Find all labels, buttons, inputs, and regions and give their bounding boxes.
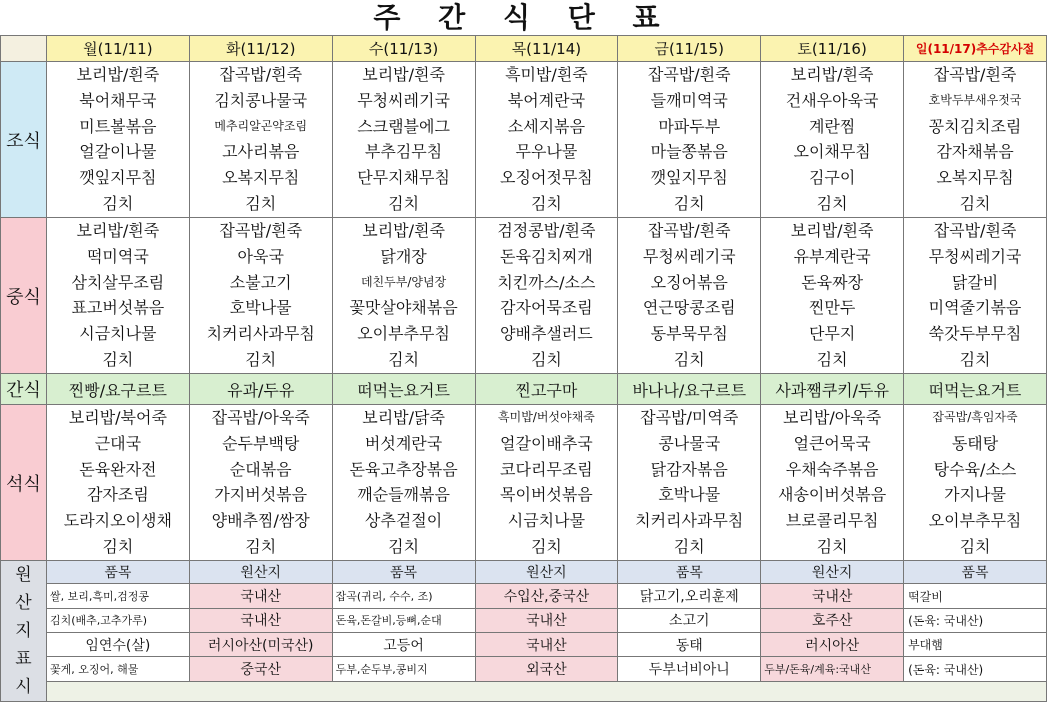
breakfast-day-cell [189, 62, 332, 218]
dish-item: 깨순들깨볶음 [357, 485, 450, 505]
dish-item: 김치 [959, 193, 991, 213]
lunch-day-cell [475, 218, 618, 374]
dish-item: 순두부백탕 [222, 433, 300, 453]
dish-item: 잡곡밥/미역죽 [640, 408, 739, 427]
dish-item: 잡곡밥/흰죽 [647, 221, 731, 240]
dish-item: 소불고기 [229, 272, 292, 292]
origin-country: 국내산 [475, 633, 618, 657]
origin-item: 꽃게, 오징어, 해물 [46, 657, 189, 681]
dish-item: 감자어묵조림 [500, 298, 593, 318]
dish-item: 브로콜리무침 [785, 511, 879, 531]
breakfast-day-cell [618, 62, 761, 218]
dish-item: 들깨미역국 [650, 90, 728, 110]
dish-item: 아욱국 [237, 246, 284, 266]
breakfast-label: 조식 [1, 62, 47, 218]
origin-country: 국내산 [475, 608, 618, 632]
dish-item: 코다리무조림 [500, 459, 593, 479]
origin-item: 동태 [618, 633, 761, 657]
dish-item: 목이버섯볶음 [500, 485, 593, 505]
snack-label: 간식 [1, 374, 47, 405]
lunch-day-cell [618, 218, 761, 374]
dish-item: 김치콩나물국 [214, 90, 308, 110]
dish-item: 양배추찜/쌈장 [211, 511, 310, 531]
dish-item: 김치 [530, 193, 562, 213]
dish-item: 무청씨레기국 [928, 246, 1022, 266]
dish-item: 건새우아욱국 [785, 90, 879, 110]
dish-item: 단무지채무침 [357, 168, 450, 188]
dish-item: 닭개장 [380, 246, 427, 266]
dish-item: 무청씨레기국 [357, 90, 450, 110]
dish-item: 보리밥/흰죽 [76, 221, 160, 240]
origin-country: 러시아산 [761, 633, 904, 657]
dinner-day-cell [761, 405, 904, 561]
lunch-row [1, 218, 1047, 374]
dish-item: 김치 [388, 193, 420, 213]
dish-item: 잡곡밥/흰죽 [219, 221, 303, 240]
dish-item: 김치 [673, 349, 705, 369]
dish-item: 김치 [816, 193, 848, 213]
dish-item: 찐만두 [808, 298, 856, 318]
dish-item: 데친두부/양념장 [360, 274, 447, 289]
dish-item: 잡곡밥/흰죽 [219, 65, 303, 84]
dish-item: 얼갈이나물 [79, 142, 157, 162]
dinner-row [1, 405, 1047, 561]
dish-item: 보리밥/북어죽 [68, 408, 167, 427]
snack-cell: 사과쨈쿠키/두유 [761, 374, 904, 405]
dish-item: 스크램블에그 [357, 116, 450, 136]
day-header-thu: 목(11/14) [475, 36, 618, 62]
lunch-day-cell [761, 218, 904, 374]
dish-item: 가지버섯볶음 [214, 485, 308, 505]
origin-header: 원산지 [475, 561, 618, 584]
lunch-label: 중식 [1, 218, 47, 374]
breakfast-day-cell [332, 62, 475, 218]
dish-item: 버섯계란국 [364, 433, 443, 453]
dish-item: 감자채볶음 [936, 142, 1014, 162]
dish-item: 상추겉절이 [364, 511, 443, 531]
day-header-wed: 수(11/13) [332, 36, 475, 62]
origin-header: 품목 [618, 561, 761, 584]
dinner-day-cell [46, 405, 189, 561]
dish-item: 흑미밥/버섯야채죽 [498, 410, 595, 424]
origin-header: 품목 [46, 561, 189, 584]
dish-item: 잡곡밥/흑임자죽 [932, 410, 1018, 424]
dish-item: 김구이 [808, 168, 856, 188]
origin-header: 원산지 [189, 561, 332, 584]
dish-item: 연근땅콩조림 [642, 298, 736, 318]
snack-cell: 떠먹는요거트 [904, 374, 1047, 405]
dish-item: 닭감자볶음 [650, 459, 728, 479]
lunch-day-cell [189, 218, 332, 374]
origin-item: 부대햄 [904, 633, 1047, 657]
origin-item: 닭고기,오리훈제 [618, 584, 761, 608]
dish-item: 감자조림 [86, 485, 149, 505]
dish-item: 김치 [245, 193, 277, 213]
dish-item: 보리밥/흰죽 [790, 65, 874, 84]
dish-item: 호박두부새우젓국 [928, 92, 1022, 107]
dish-item: 잡곡밥/흰죽 [933, 65, 1017, 84]
menu-table [0, 35, 1047, 702]
origin-row [1, 633, 1047, 657]
dish-item: 양배추샐러드 [500, 324, 593, 344]
origin-item: 임연수(살) [46, 633, 189, 657]
dish-item: 동부묵무침 [650, 324, 728, 344]
dish-item: 김치 [816, 536, 848, 556]
lunch-day-cell [46, 218, 189, 374]
dish-item: 고사리볶음 [222, 142, 300, 162]
dish-item: 근대국 [94, 433, 142, 453]
dish-item: 검정콩밥/흰죽 [497, 221, 596, 240]
day-header-sun: 일(11/17)추수감사절 [904, 36, 1047, 62]
origin-country: 러시아산(미국산) [189, 633, 332, 657]
dish-item: 미트볼볶음 [79, 116, 157, 136]
dish-item: 김치 [388, 536, 420, 556]
dish-item: 보리밥/흰죽 [76, 65, 160, 84]
origin-country: 국내산 [189, 608, 332, 632]
dish-item: 탕수육/소스 [933, 459, 1017, 479]
origin-item: 잡곡(귀리, 수수, 조) [332, 584, 475, 608]
origin-header-row [1, 561, 1047, 584]
dish-item: 무우나물 [515, 142, 578, 162]
origin-header: 품목 [904, 561, 1047, 584]
lunch-day-cell [904, 218, 1047, 374]
dish-item: 부추김무침 [364, 142, 443, 162]
origin-item: 고등어 [332, 633, 475, 657]
origin-item: 김치(배추,고추가루) [46, 608, 189, 632]
dish-item: 돈육김치찌개 [500, 246, 593, 266]
dish-item: 김치 [959, 536, 991, 556]
day-header-sat: 토(11/16) [761, 36, 904, 62]
dinner-label: 석식 [1, 405, 47, 561]
dish-item: 김치 [102, 536, 134, 556]
breakfast-row [1, 62, 1047, 218]
dish-item: 오이부추무침 [928, 511, 1022, 531]
dish-item: 호박나물 [229, 298, 292, 318]
origin-row [1, 584, 1047, 608]
snack-cell: 떠먹는요거트 [332, 374, 475, 405]
dinner-day-cell [475, 405, 618, 561]
dinner-day-cell [904, 405, 1047, 561]
breakfast-day-cell [761, 62, 904, 218]
dish-item: 흑미밥/흰죽 [505, 65, 588, 84]
origin-header: 원산지 [761, 561, 904, 584]
dish-item: 김치 [388, 349, 420, 369]
snack-cell: 바나나/요구르트 [618, 374, 761, 405]
dish-item: 돈육완자전 [79, 459, 157, 479]
origin-country: 수입산,중국산 [475, 584, 618, 608]
dish-item: 오복지무침 [222, 168, 300, 188]
dish-item: 김치 [673, 193, 705, 213]
dish-item: 단무지 [808, 324, 856, 344]
dinner-day-cell [332, 405, 475, 561]
dish-item: 보리밥/흰죽 [362, 221, 445, 240]
day-header-tue: 화(11/12) [189, 36, 332, 62]
dish-item: 보리밥/흰죽 [790, 221, 874, 240]
dish-item: 소세지볶음 [507, 116, 586, 136]
origin-country: 외국산 [475, 657, 618, 681]
dish-item: 북어채무국 [79, 90, 157, 110]
origin-footer [46, 681, 1046, 701]
dish-item: 김치 [102, 193, 134, 213]
origin-item: 돈육,돈갈비,등뼈,순대 [332, 608, 475, 632]
origin-item: 두부너비아니 [618, 657, 761, 681]
origin-item: 소고기 [618, 608, 761, 632]
dish-item: 메추리알곤약조림 [214, 118, 308, 133]
dish-item: 김치 [959, 349, 991, 369]
origin-country: 호주산 [761, 608, 904, 632]
origin-country: 두부/돈육/계육:국내산 [761, 657, 904, 681]
dish-item: 치커리사과무침 [206, 324, 315, 344]
dish-item: 잡곡밥/아욱죽 [211, 408, 310, 427]
origin-item: 두부,순두부,콩비지 [332, 657, 475, 681]
dish-item: 무청씨레기국 [642, 246, 736, 266]
dish-item: 시금치나물 [507, 511, 586, 531]
snack-cell: 유과/두유 [189, 374, 332, 405]
dish-item: 깻잎지무침 [650, 168, 728, 188]
dish-item: 표고버섯볶음 [71, 298, 165, 318]
dish-item: 계란찜 [808, 116, 856, 136]
dish-item: 김치 [102, 349, 134, 369]
dish-item: 김치 [530, 349, 562, 369]
dish-item: 가지나물 [944, 485, 1006, 505]
origin-row [1, 657, 1047, 681]
day-header-mon: 월(11/11) [46, 36, 189, 62]
dish-item: 삼치살무조림 [71, 272, 165, 292]
dish-item: 미역줄기볶음 [928, 298, 1022, 318]
dish-item: 김치 [245, 536, 277, 556]
dish-item: 콩나물국 [658, 433, 721, 453]
dish-item: 우채숙주볶음 [785, 459, 879, 479]
dinner-day-cell [189, 405, 332, 561]
dish-item: 얼갈이배추국 [500, 433, 593, 453]
dinner-day-cell [618, 405, 761, 561]
origin-item: (돈육: 국내산) [904, 657, 1047, 681]
dish-item: 오이부추무침 [357, 324, 450, 344]
lunch-day-cell [332, 218, 475, 374]
dish-item: 꽃맛살야채볶음 [349, 298, 458, 318]
snack-row [1, 374, 1047, 405]
dish-item: 잡곡밥/흰죽 [647, 65, 731, 84]
dish-item: 돈육고추장볶음 [349, 459, 458, 479]
dish-item: 호박나물 [658, 485, 721, 505]
dish-item: 얼큰어묵국 [793, 433, 871, 453]
dish-item: 도라지오이생채 [63, 511, 172, 531]
breakfast-day-cell [904, 62, 1047, 218]
origin-row [1, 608, 1047, 632]
dish-item: 오이채무침 [793, 142, 871, 162]
origin-country: 국내산 [761, 584, 904, 608]
dish-item: 치킨까스/소스 [497, 272, 596, 292]
origin-country: 국내산 [189, 584, 332, 608]
breakfast-day-cell [46, 62, 189, 218]
dish-item: 보리밥/흰죽 [362, 65, 445, 84]
origin-item: 쌀, 보리,흑미,검정콩 [46, 584, 189, 608]
origin-country: 중국산 [189, 657, 332, 681]
dish-item: 김치 [245, 349, 277, 369]
dish-item: 동태탕 [951, 433, 999, 453]
dish-item: 오복지무침 [936, 168, 1014, 188]
breakfast-day-cell [475, 62, 618, 218]
origin-item: (돈육: 국내산) [904, 608, 1047, 632]
dish-item: 오징어볶음 [650, 272, 728, 292]
day-header-row [1, 36, 1047, 62]
snack-cell: 찐빵/요구르트 [46, 374, 189, 405]
dish-item: 새송이버섯볶음 [778, 485, 887, 505]
origin-label: 원 산 지 표 시 [1, 561, 47, 702]
dish-item: 유부계란국 [793, 246, 871, 266]
dish-item: 시금치나물 [79, 324, 157, 344]
dish-item: 김치 [673, 536, 705, 556]
page-title: 주 간 식 단 표 [0, 0, 1047, 36]
dish-item: 보리밥/닭죽 [362, 408, 445, 427]
snack-cell: 찐고구마 [475, 374, 618, 405]
dish-item: 돈육짜장 [801, 272, 864, 292]
dish-item: 잡곡밥/흰죽 [933, 221, 1017, 240]
dish-item: 쑥갓두부무침 [928, 324, 1022, 344]
dish-item: 보리밥/아욱죽 [783, 408, 882, 427]
origin-item: 떡갈비 [904, 584, 1047, 608]
dish-item: 오징어젓무침 [500, 168, 593, 188]
origin-header: 품목 [332, 561, 475, 584]
dish-item: 마늘쫑볶음 [650, 142, 728, 162]
dish-item: 김치 [816, 349, 848, 369]
dish-item: 북어계란국 [507, 90, 586, 110]
dish-item: 치커리사과무침 [635, 511, 744, 531]
dish-item: 마파두부 [658, 116, 721, 136]
dish-item: 김치 [530, 536, 562, 556]
dish-item: 떡미역국 [86, 246, 149, 266]
dish-item: 깻잎지무침 [79, 168, 157, 188]
dish-item: 순대볶음 [229, 459, 292, 479]
dish-item: 꽁치김치조림 [928, 116, 1022, 136]
corner-cell [1, 36, 47, 62]
day-header-fri: 금(11/15) [618, 36, 761, 62]
origin-empty-row [1, 681, 1047, 701]
dish-item: 닭갈비 [951, 272, 999, 292]
